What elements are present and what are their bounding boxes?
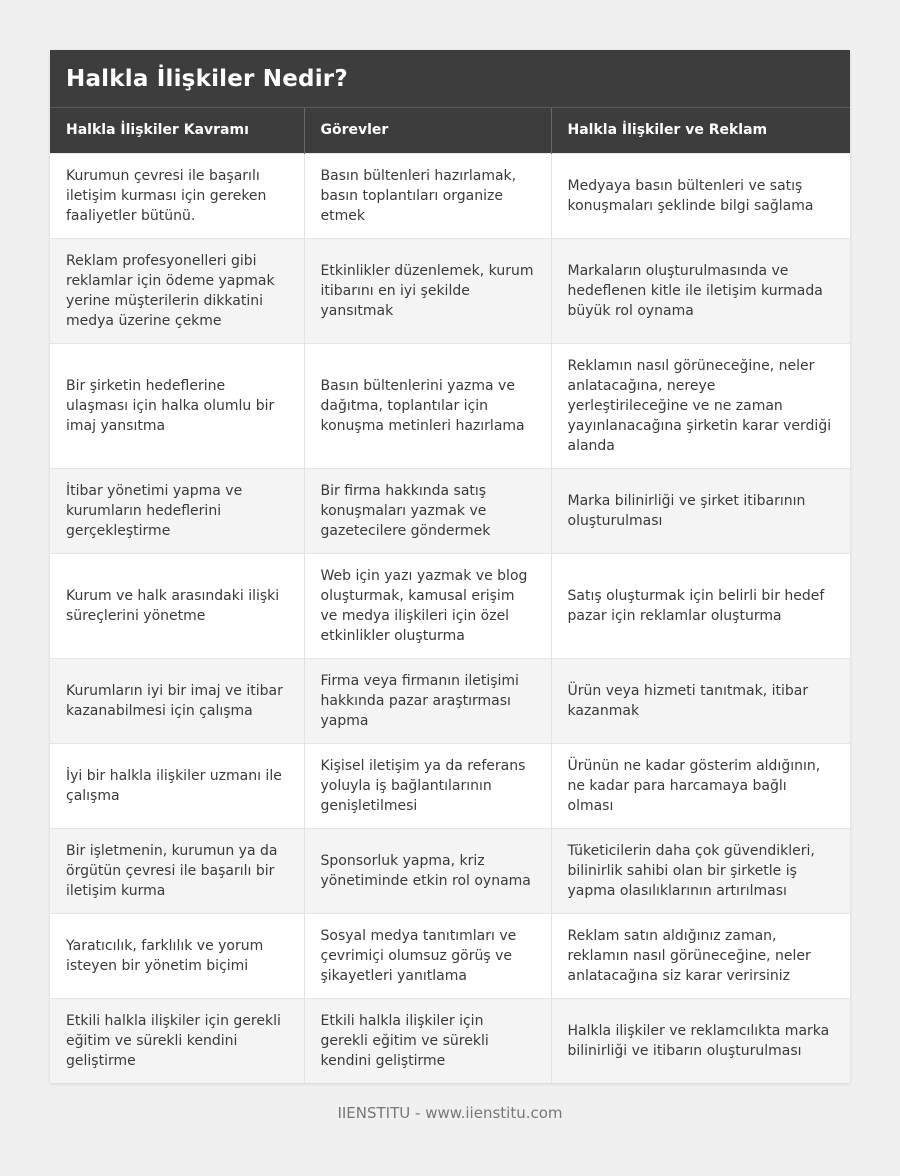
table-cell: Web için yazı yazmak ve blog oluşturmak, kamusal erişim ve medya ilişkileri için özel etkinlikler oluşturma: [304, 553, 551, 658]
table-row: [50, 468, 850, 553]
table-cell: Etkili halkla ilişkiler için gerekli eğitim ve sürekli kendini geliştirme: [50, 998, 304, 1083]
table-cell: Bir firma hakkında satış konuşmaları yazmak ve gazetecilere göndermek: [304, 468, 551, 553]
column-header-concept: Halkla İlişkiler Kavramı: [50, 108, 304, 153]
title-bar: [50, 50, 850, 108]
table-cell: Halkla ilişkiler ve reklamcılıkta marka bilinirliği ve itibarın oluşturulması: [551, 998, 850, 1083]
table-cell: Sosyal medya tanıtımları ve çevrimiçi olumsuz görüş ve şikayetleri yanıtlama: [304, 913, 551, 998]
table-cell: Kişisel iletişim ya da referans yoluyla iş bağlantılarının genişletilmesi: [304, 743, 551, 828]
table-cell: Reklam satın aldığınız zaman, reklamın nasıl görüneceğine, neler anlatacağına siz karar verirsiniz: [551, 913, 850, 998]
table-cell: Etkili halkla ilişkiler için gerekli eğitim ve sürekli kendini geliştirme: [304, 998, 551, 1083]
table-cell: Medyaya basın bültenleri ve satış konuşmaları şeklinde bilgi sağlama: [551, 153, 850, 238]
column-header-pr-and-ads: Halkla İlişkiler ve Reklam: [551, 108, 850, 153]
table-row: [50, 553, 850, 658]
table-row: [50, 913, 850, 998]
page-title: Halkla İlişkiler Nedir?: [66, 65, 348, 92]
comparison-table: [50, 108, 850, 1083]
table-cell: Ürün veya hizmeti tanıtmak, itibar kazanmak: [551, 658, 850, 743]
table-card: [50, 50, 850, 1083]
table-cell: Tüketicilerin daha çok güvendikleri, bilinirlik sahibi olan bir şirketle iş yapma olasılıklarının artırılması: [551, 828, 850, 913]
table-cell: Reklamın nasıl görüneceğine, neler anlatacağına, nereye yerleştirileceğine ve ne zaman yayınlanacağına şirketin karar verdiği alanda: [551, 343, 850, 468]
table-cell: Marka bilinirliği ve şirket itibarının oluşturulması: [551, 468, 850, 553]
table-cell: Firma veya firmanın iletişimi hakkında pazar araştırması yapma: [304, 658, 551, 743]
table-header: [50, 108, 850, 153]
table-cell: Etkinlikler düzenlemek, kurum itibarını en iyi şekilde yansıtmak: [304, 238, 551, 343]
header-row: [50, 108, 850, 153]
table-cell: Basın bültenlerini yazma ve dağıtma, toplantılar için konuşma metinleri hazırlama: [304, 343, 551, 468]
table-row: [50, 743, 850, 828]
column-header-duties: Görevler: [304, 108, 551, 153]
table-cell: Kurumların iyi bir imaj ve itibar kazanabilmesi için çalışma: [50, 658, 304, 743]
table-cell: Basın bültenleri hazırlamak, basın toplantıları organize etmek: [304, 153, 551, 238]
table-cell: Reklam profesyonelleri gibi reklamlar için ödeme yapmak yerine müşterilerin dikkatini medya üzerine çekme: [50, 238, 304, 343]
table-row: [50, 238, 850, 343]
table-row: [50, 153, 850, 238]
table-cell: Satış oluşturmak için belirli bir hedef pazar için reklamlar oluşturma: [551, 553, 850, 658]
table-row: [50, 828, 850, 913]
table-body: [50, 153, 850, 1083]
table-row: [50, 658, 850, 743]
table-cell: Bir işletmenin, kurumun ya da örgütün çevresi ile başarılı bir iletişim kurma: [50, 828, 304, 913]
table-cell: Ürünün ne kadar gösterim aldığının, ne kadar para harcamaya bağlı olması: [551, 743, 850, 828]
table-row: [50, 343, 850, 468]
footer-credit: IIENSTITU - www.iienstitu.com: [337, 1104, 563, 1122]
table-cell: İtibar yönetimi yapma ve kurumların hedeflerini gerçekleştirme: [50, 468, 304, 553]
table-cell: Bir şirketin hedeflerine ulaşması için halka olumlu bir imaj yansıtma: [50, 343, 304, 468]
table-cell: Markaların oluşturulmasında ve hedeflenen kitle ile iletişim kurmada büyük rol oynama: [551, 238, 850, 343]
table-cell: İyi bir halkla ilişkiler uzmanı ile çalışma: [50, 743, 304, 828]
table-cell: Sponsorluk yapma, kriz yönetiminde etkin rol oynama: [304, 828, 551, 913]
table-cell: Kurumun çevresi ile başarılı iletişim kurması için gereken faaliyetler bütünü.: [50, 153, 304, 238]
table-cell: Kurum ve halk arasındaki ilişki süreçlerini yönetme: [50, 553, 304, 658]
table-cell: Yaratıcılık, farklılık ve yorum isteyen bir yönetim biçimi: [50, 913, 304, 998]
table-row: [50, 998, 850, 1083]
